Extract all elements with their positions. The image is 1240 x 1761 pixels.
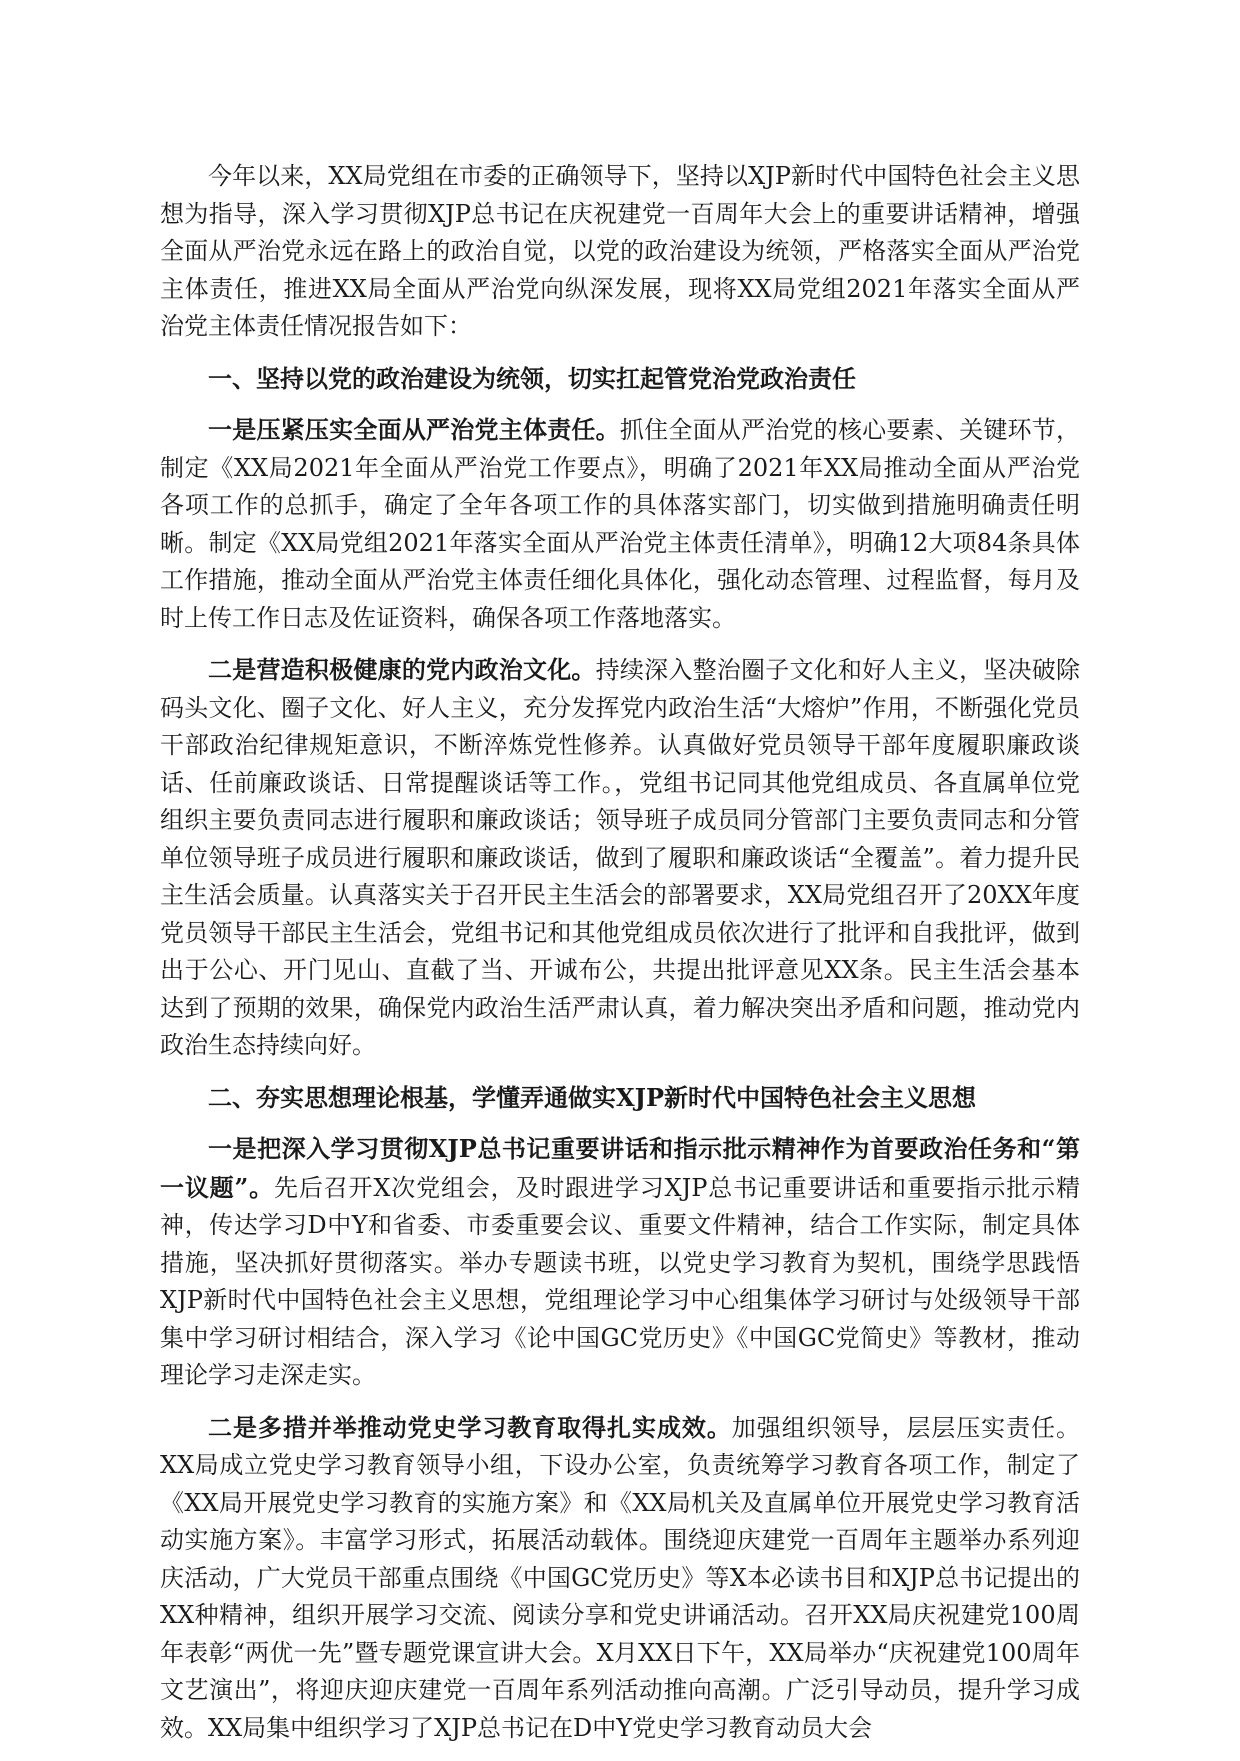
section-2-paragraph-2	[160, 1409, 1080, 1748]
section-1-paragraph-1	[160, 411, 1080, 637]
section-1-heading: 一、坚持以党的政治建设为统领，切实扛起管党治党政治责任	[208, 363, 856, 393]
section-2-paragraph-2-lead: 二是多措并举推动党史学习教育取得扎实成效。	[208, 1412, 732, 1442]
section-1-paragraph-1-body: 抓住全面从严治党的核心要素、关键环节，制定《XX局2021年全面从严治党工作要点》，明确了2021年XX局推动全面从严治党各项工作的总抓手，确定了全年各项工作的具体落实部门，切实做到措施明确责任明晰。制定《XX局党组2021年落实全面从严治党主体责任清单》，明确12大项84条具体工作措施，推动全面从严治党主体责任细化具体化，强化动态管理、过程监督，每月及时上传工作日志及佐证资料，确保各项工作落地落实。	[160, 416, 1081, 632]
section-2-heading: 二、夯实思想理论根基，学懂弄通做实XJP新时代中国特色社会主义思想	[208, 1082, 977, 1112]
section-1-paragraph-1-lead: 一是压紧压实全面从严治党主体责任。	[208, 415, 620, 444]
section-2-paragraph-2-body: 加强组织领导，层层压实责任。XX局成立党史学习教育领导小组，下设办公室，负责统筹学习教育各项工作，制定了《XX局开展党史学习教育的实施方案》和《XX局机关及直属单位开展党史学习教育活动实施方案》。丰富学习形式，拓展活动载体。围绕迎庆建党一百周年主题举办系列迎庆活动，广大党员干部重点围绕《中国GC党历史》等X本必读书目和XJP总书记提出的XX种精神，组织开展学习交流、阅读分享和党史讲诵活动。召开XX局庆祝建党100周年表彰“两优一先”暨专题党课宣讲大会。X月XX日下午，XX局举办“庆祝建党100周年文艺演出”，将迎庆迎庆建党一百周年系列活动推向高潮。广泛引导动员，提升学习成效。XX局集中组织学习了XJP总书记在D中Y党史学习教育动员大会	[160, 1413, 1081, 1742]
section-2-paragraph-1-lead: 一是把深入学习贯彻XJP总书记重要讲话和指示批示精神作为首要政治任务和“第一议题”。	[160, 1134, 1080, 1202]
section-2-paragraph-1-body: 先后召开X次党组会，及时跟进学习XJP总书记重要讲话和重要指示批示精神，传达学习D中Y和省委、市委重要会议、重要文件精神，结合工作实际，制定具体措施，坚决抓好贯彻落实。举办专题读书班，以党史学习教育为契机，围绕学思践悟XJP新时代中国特色社会主义思想，党组理论学习中心组集体学习研讨与处级领导干部集中学习研讨相结合，深入学习《论中国GC党历史》《中国GC党简史》等教材，推动理论学习走深走实。	[160, 1173, 1080, 1389]
section-2-paragraph-1	[160, 1130, 1080, 1395]
section-1-paragraph-2-body: 持续深入整治圈子文化和好人主义，坚决破除码头文化、圈子文化、好人主义，充分发挥党内政治生活“大熔炉”作用，不断强化党员干部政治纪律规矩意识，不断淬炼党性修养。认真做好党员领导干部年度履职廉政谈话、任前廉政谈话、日常提醒谈话等工作。，党组书记同其他党组成员、各直属单位党组织主要负责同志进行履职和廉政谈话；领导班子成员同分管部门主要负责同志和分管单位领导班子成员进行履职和廉政谈话，做到了履职和廉政谈话“全覆盖”。着力提升民主生活会质量。认真落实关于召开民主生活会的部署要求，XX局党组召开了20XX年度党员领导干部民主生活会，党组书记和其他党组成员依次进行了批评和自我批评，做到出于公心、开门见山、直截了当、开诚布公，共提出批评意见XX条。民主生活会基本达到了预期的效果，确保党内政治生活严肃认真，着力解决突出矛盾和问题，推动党内政治生态持续向好。	[160, 656, 1080, 1059]
section-1-paragraph-2-lead: 二是营造积极健康的党内政治文化。	[208, 655, 596, 684]
section-1-paragraph-2	[160, 651, 1080, 1065]
document-body	[160, 158, 1080, 1761]
intro-paragraph: 今年以来，XX局党组在市委的正确领导下，坚持以XJP新时代中国特色社会主义思想为指导，深入学习贯彻XJP总书记在庆祝建党一百周年大会上的重要讲话精神，增强全面从严治党永远在路上的政治自觉，以党的政治建设为统领，严格落实全面从严治党主体责任，推进XX局全面从严治党向纵深发展，现将XX局党组2021年落实全面从严治党主体责任情况报告如下：	[160, 162, 1080, 340]
